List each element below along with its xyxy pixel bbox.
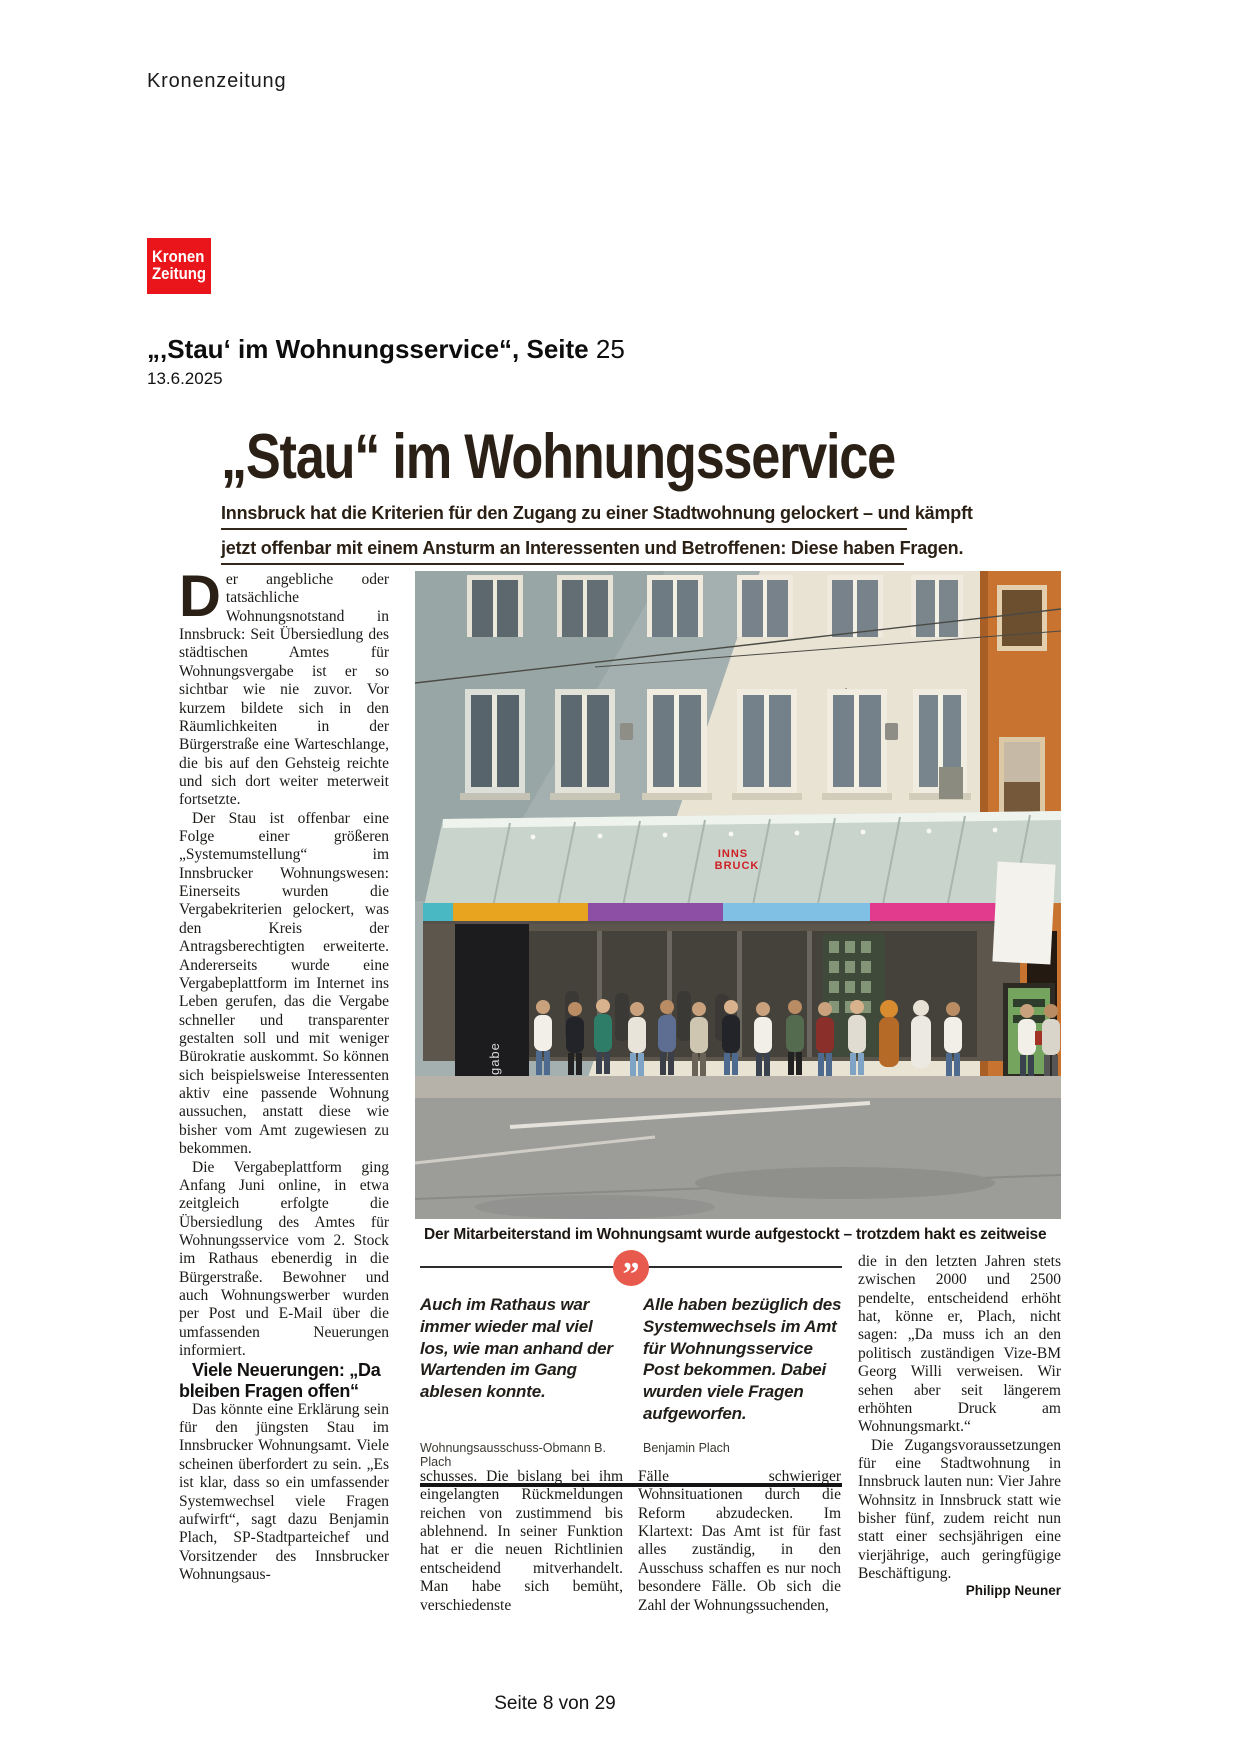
paragraph — [179, 564, 389, 810]
photo-caption: Der Mitarbeiterstand im Wohnungsamt wurde aufgestockt – trotzdem hakt es zeitweise — [424, 1226, 1047, 1243]
article-subhead-line2: jetzt offenbar mit einem Ansturm an Interessenten und Betroffenen: Diese haben Fragen. — [221, 538, 904, 565]
pullquote-1: Auch im Rathaus war immer wieder mal viel los, wie man anhand der Wartenden im Gang ablesen konnte. — [420, 1295, 613, 1401]
paragraph: Fälle schwieriger Wohnsituationen durch die Reform abzudecken. Im Klartext: Das Amt ist für fast alles zuständig, in den Ausschuss schaffen es nur noch besondere Fälle. Ob sich die Zahl der Wohnungssuchenden, — [638, 1468, 841, 1614]
source-name: Kronenzeitung — [147, 70, 287, 92]
paragraph: Das könnte eine Erklärung sein für den jüngsten Stau im Innsbrucker Wohnungsamt. Viele scheinen überfordert zu sein. „Es ist klar, dass so ein umfassender Systemwechsel viele Fragen aufwirft“, sagt dazu Benjamin Plach, SP-Stadtparteichef und Vorsitzender des Innsbrucker Wohnungsaus- — [179, 1400, 389, 1583]
canopy-logo-line1: INNS — [717, 848, 749, 860]
body-column-1 — [179, 564, 389, 1584]
paragraph: Die Vergabeplattform ging Anfang Juni online, in etwa zeitgleich erfolgte die Übersiedlung des Amtes für Wohnungsservice vom 2. Stock im Rathaus ebenerdig in die Bürgerstraße. Bewohner und auch Wohnungswerber wurden per Post und E-Mail über die umfassenden Neuerungen informiert. — [179, 1158, 389, 1360]
pullquote-block — [420, 1256, 842, 1487]
article-subhead-line1: Innsbruck hat die Kriterien für den Zugang zu einer Stadtwohnung gelockert – und kämpft — [221, 503, 907, 530]
clip-title — [147, 334, 625, 365]
paragraph: die in den letzten Jahren stets zwischen 2000 und 2500 pendelte, entscheidend erhöht hat, könne er, Plach, nicht sagen: „Da muss ich an den politisch zuständigen Vize-BM Georg Willi verweisen. Wir sehen aber seit längerem erhöhten Druck am Wohnungsmarkt.“ — [858, 1253, 1061, 1436]
paragraph: Der Stau ist offenbar eine Folge einer größeren „Systemumstellung“ im Innsbrucker Wohnungswesen: Einerseits wurden die Vergabekriterien gelockert, was den Kreis der Antragsberechtigten erweiterte. Andererseits wurde eine Vergabeplattform im Internet ins Leben gerufen, das die Vergabe schneller und transparenter gestalten soll und mit weniger Bürokratie auskommt. So können sich beispielsweise Interessenten aktiv eine passende Wohnung aussuchen, anstatt diese wie bisher vom Amt zugewiesen zu bekommen. — [179, 809, 389, 1158]
clip-date: 13.6.2025 — [147, 369, 223, 388]
photo-canopy — [423, 811, 1061, 911]
quote-icon — [613, 1250, 649, 1293]
krone-zeitung-logo — [147, 238, 211, 294]
paragraph-text: er angebliche oder tatsächliche Wohnungsnotstand in Innsbruck: Seit Übersiedlung des städtischen Amtes für Wohnungsvergabe ist er so sichtbar wie nie zuvor. Vor kurzem bildete sich in den Räumlichkeiten in der Bürgerstraße eine Warteschlange, die bis auf den Gehsteig reichte und sich dort weiter meterweit fortsetzte. — [179, 571, 389, 809]
pullquote-2-attribution: Benjamin Plach — [643, 1440, 730, 1455]
photo-street — [415, 1076, 1061, 1219]
quote-icon-glyph: ” — [622, 1256, 640, 1293]
section-subheading: Viele Neuerungen: „Da bleiben Fragen offen“ — [179, 1360, 381, 1401]
body-column-3 — [638, 1468, 841, 1615]
paragraph: Die Zugangsvoraussetzungen für eine Stadtwohnung in Innsbruck lauten nun: Vier Jahre Wohnsitz in Innsbruck statt wie bisher fünf, zudem reicht nun statt einer sechsjährigen eine vierjährige, auch geringfügige Beschäftigung. — [858, 1436, 1061, 1583]
pullquote-2: Alle haben bezüglich des Systemwechsels im Amt für Wohnungsservice Post bekommen. Dabei wurden viele Fragen aufgeworfen. — [643, 1295, 842, 1423]
author-credit: Philipp Neuner — [965, 1583, 1061, 1599]
pullquote-top-rule — [420, 1256, 842, 1293]
photo-white-sign — [992, 862, 1055, 965]
body-column-4 — [858, 1253, 1061, 1599]
logo-line-1: Kronen — [152, 247, 205, 267]
logo-line-2: Zeitung — [152, 264, 207, 283]
article-headline: „Stau“ im Wohnungsservice — [221, 422, 895, 492]
paragraph: schusses. Die bislang bei ihm eingelangten Rückmeldungen reichen von zustimmend bis ablehnend. In seiner Funktion hat er die neuen Richtlinien entscheidend mitverhandelt. Man habe sich bemüht, verschiedenste — [420, 1468, 623, 1614]
clip-title-page-number: 25 — [588, 334, 625, 364]
page-footer: Seite 8 von 29 — [494, 1693, 616, 1714]
pullquote-1-attribution: Wohnungsausschuss-Obmann B. Plach — [420, 1440, 606, 1469]
clip-title-text: „‚Stau‘ im Wohnungsservice“, Seite — [147, 334, 589, 364]
drop-cap: D — [179, 564, 221, 629]
photo-canopy-colour-strip — [423, 903, 1020, 924]
body-column-2 — [420, 1468, 623, 1615]
article-photo — [415, 571, 1061, 1219]
canopy-logo-line2: BRUCK — [714, 860, 760, 872]
